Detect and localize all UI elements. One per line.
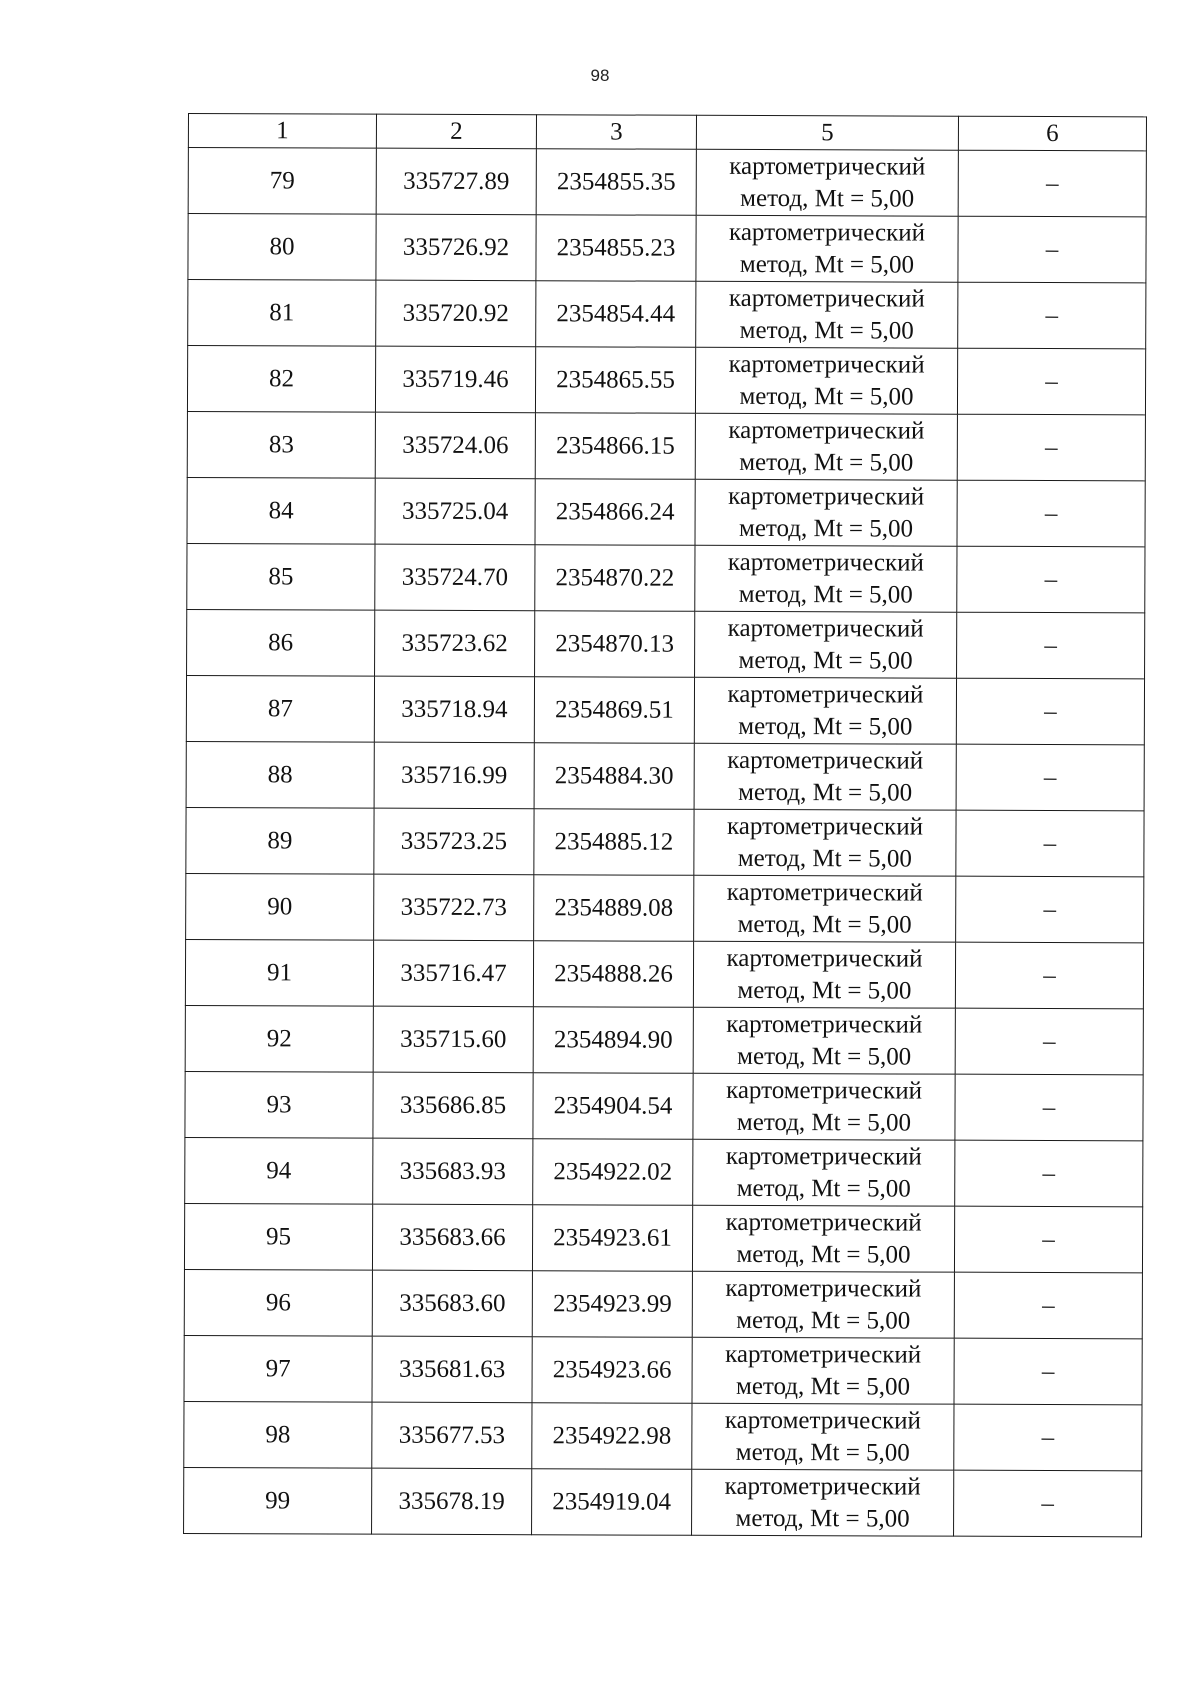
method-cell bbox=[693, 1073, 955, 1140]
table-row bbox=[184, 1401, 1142, 1470]
table-row bbox=[184, 1335, 1142, 1404]
col6-value: – bbox=[955, 1074, 1143, 1141]
coord-y: 2354866.24 bbox=[535, 479, 695, 546]
coord-y: 2354855.35 bbox=[536, 149, 696, 216]
method-line-2: метод, Mt = 5,00 bbox=[739, 250, 915, 279]
method-line-2: метод, Mt = 5,00 bbox=[736, 1306, 911, 1335]
table-row bbox=[186, 873, 1144, 942]
col6-value: – bbox=[956, 810, 1144, 877]
method-line-2: метод, Mt = 5,00 bbox=[737, 910, 912, 939]
table-row bbox=[187, 477, 1145, 546]
method-cell bbox=[695, 413, 957, 480]
method-line-2: метод, Mt = 5,00 bbox=[737, 976, 912, 1005]
coord-x: 335681.63 bbox=[372, 1336, 532, 1403]
table-row bbox=[187, 346, 1145, 415]
coord-x: 335723.62 bbox=[375, 610, 535, 677]
method-line-1: картометрический bbox=[727, 680, 924, 709]
method-cell bbox=[695, 545, 957, 612]
method-line-1: картометрический bbox=[726, 1010, 923, 1039]
point-number: 91 bbox=[185, 939, 373, 1006]
point-number: 82 bbox=[187, 346, 375, 413]
point-number: 94 bbox=[185, 1137, 373, 1204]
method-line-2: метод, Mt = 5,00 bbox=[738, 778, 913, 807]
method-cell bbox=[692, 1337, 954, 1404]
point-number: 90 bbox=[186, 873, 374, 940]
method-cell bbox=[693, 941, 955, 1008]
method-line-2: метод, Mt = 5,00 bbox=[736, 1108, 912, 1137]
col6-value: – bbox=[957, 414, 1145, 481]
table-row bbox=[187, 411, 1145, 480]
method-cell bbox=[692, 1205, 954, 1272]
table-row bbox=[188, 214, 1146, 283]
coord-x: 335677.53 bbox=[372, 1402, 532, 1469]
col6-value: – bbox=[957, 480, 1145, 547]
method-line-2: метод, Mt = 5,00 bbox=[740, 184, 915, 213]
coord-y: 2354889.08 bbox=[534, 875, 694, 942]
point-number: 88 bbox=[186, 741, 374, 808]
method-line-1: картометрический bbox=[725, 1274, 922, 1303]
point-number: 81 bbox=[188, 280, 376, 347]
coord-x: 335715.60 bbox=[373, 1006, 533, 1073]
method-cell bbox=[692, 1271, 954, 1338]
method-cell bbox=[695, 479, 957, 546]
coord-x: 335716.99 bbox=[374, 742, 534, 809]
coord-x: 335720.92 bbox=[376, 280, 536, 347]
method-line-1: картометрический bbox=[727, 746, 924, 775]
coord-x: 335716.47 bbox=[373, 940, 533, 1007]
method-line-1: картометрический bbox=[728, 482, 925, 511]
method-cell bbox=[695, 611, 957, 678]
col6-value: – bbox=[956, 876, 1144, 943]
col6-value: – bbox=[955, 1008, 1143, 1075]
col6-value: – bbox=[957, 546, 1145, 613]
table-header bbox=[188, 114, 1146, 151]
point-number: 93 bbox=[185, 1071, 373, 1138]
table-row bbox=[188, 280, 1146, 349]
point-number: 89 bbox=[186, 807, 374, 874]
coord-x: 335725.04 bbox=[375, 478, 535, 545]
coord-y: 2354923.66 bbox=[532, 1337, 692, 1404]
method-cell bbox=[694, 809, 956, 876]
col6-value: – bbox=[958, 150, 1146, 217]
method-cell bbox=[695, 347, 957, 414]
method-line-2: метод, Mt = 5,00 bbox=[738, 712, 913, 741]
method-cell bbox=[693, 1139, 955, 1206]
point-number: 98 bbox=[184, 1401, 372, 1468]
point-number: 97 bbox=[184, 1335, 372, 1402]
coord-y: 2354885.12 bbox=[534, 809, 694, 876]
method-line-1: картометрический bbox=[727, 614, 924, 643]
point-number: 83 bbox=[187, 411, 375, 478]
table-row bbox=[186, 741, 1144, 810]
method-cell bbox=[694, 677, 956, 744]
table-row bbox=[186, 675, 1144, 744]
col6-value: – bbox=[956, 678, 1144, 745]
table-row bbox=[186, 807, 1144, 876]
method-cell bbox=[696, 281, 958, 348]
method-cell bbox=[692, 1403, 954, 1470]
method-line-1: картометрический bbox=[724, 1406, 921, 1435]
coord-y: 2354855.23 bbox=[536, 215, 696, 282]
method-line-1: картометрический bbox=[727, 548, 924, 577]
coord-y: 2354894.90 bbox=[533, 1007, 693, 1074]
method-line-2: метод, Mt = 5,00 bbox=[739, 316, 914, 345]
method-cell bbox=[696, 215, 958, 282]
method-cell bbox=[693, 1007, 955, 1074]
method-line-2: метод, Mt = 5,00 bbox=[735, 1504, 910, 1533]
coord-x: 335722.73 bbox=[374, 874, 534, 941]
point-number: 80 bbox=[188, 214, 376, 281]
method-line-1: картометрический bbox=[729, 218, 926, 247]
col6-value: – bbox=[958, 282, 1146, 349]
coord-x: 335683.93 bbox=[373, 1138, 533, 1205]
point-number: 99 bbox=[184, 1467, 372, 1534]
coord-y: 2354923.61 bbox=[532, 1205, 692, 1272]
coord-x: 335724.06 bbox=[375, 412, 535, 479]
coord-y: 2354922.98 bbox=[532, 1403, 692, 1470]
table-row bbox=[184, 1467, 1142, 1536]
coord-y: 2354919.04 bbox=[532, 1469, 692, 1536]
method-line-2: метод, Mt = 5,00 bbox=[739, 448, 914, 477]
header-col-6: 6 bbox=[958, 116, 1146, 151]
header-col-1: 1 bbox=[188, 114, 376, 149]
coord-x: 335726.92 bbox=[376, 214, 536, 281]
table-row bbox=[187, 609, 1145, 678]
table-row bbox=[185, 1137, 1143, 1206]
coord-x: 335686.85 bbox=[373, 1072, 533, 1139]
method-line-1: картометрический bbox=[725, 1340, 922, 1369]
col6-value: – bbox=[955, 942, 1143, 1009]
method-line-2: метод, Mt = 5,00 bbox=[737, 844, 912, 873]
col6-value: – bbox=[954, 1470, 1142, 1537]
table-row bbox=[188, 148, 1146, 217]
method-line-2: метод, Mt = 5,00 bbox=[736, 1240, 911, 1269]
point-number: 96 bbox=[184, 1269, 372, 1336]
col6-value: – bbox=[955, 1140, 1143, 1207]
method-line-2: метод, Mt = 5,00 bbox=[735, 1438, 910, 1467]
table-row bbox=[184, 1203, 1142, 1272]
coord-y: 2354923.99 bbox=[532, 1271, 692, 1338]
coord-y: 2354870.13 bbox=[535, 611, 695, 678]
method-line-1: картометрический bbox=[728, 416, 925, 445]
method-line-2: метод, Mt = 5,00 bbox=[738, 646, 913, 675]
table-body bbox=[184, 148, 1147, 1537]
method-cell bbox=[694, 875, 956, 942]
coord-x: 335683.60 bbox=[372, 1270, 532, 1337]
table-row bbox=[184, 1269, 1142, 1338]
coord-y: 2354866.15 bbox=[535, 413, 695, 480]
header-row bbox=[188, 114, 1146, 151]
table-row bbox=[185, 1071, 1143, 1140]
method-cell bbox=[692, 1469, 954, 1536]
coord-x: 335723.25 bbox=[374, 808, 534, 875]
coordinates-table bbox=[183, 113, 1147, 1537]
point-number: 86 bbox=[187, 609, 375, 676]
table-row bbox=[185, 1005, 1143, 1074]
method-line-2: метод, Mt = 5,00 bbox=[738, 514, 914, 543]
coord-y: 2354870.22 bbox=[535, 545, 695, 612]
point-number: 84 bbox=[187, 477, 375, 544]
point-number: 87 bbox=[186, 675, 374, 742]
coord-y: 2354888.26 bbox=[533, 941, 693, 1008]
coord-x: 335678.19 bbox=[372, 1468, 532, 1535]
method-line-1: картометрический bbox=[726, 944, 923, 973]
method-line-1: картометрический bbox=[728, 284, 925, 313]
method-line-1: картометрический bbox=[726, 1076, 923, 1105]
method-line-2: метод, Mt = 5,00 bbox=[738, 580, 913, 609]
table-row bbox=[185, 939, 1143, 1008]
point-number: 92 bbox=[185, 1005, 373, 1072]
method-line-2: метод, Mt = 5,00 bbox=[737, 1042, 912, 1071]
col6-value: – bbox=[954, 1404, 1142, 1471]
col6-value: – bbox=[957, 612, 1145, 679]
method-cell bbox=[696, 149, 958, 216]
method-line-2: метод, Mt = 5,00 bbox=[735, 1372, 911, 1401]
coord-x: 335724.70 bbox=[375, 544, 535, 611]
col6-value: – bbox=[958, 216, 1146, 283]
col6-value: – bbox=[954, 1272, 1142, 1339]
col6-value: – bbox=[954, 1338, 1142, 1405]
method-line-1: картометрический bbox=[725, 1142, 922, 1171]
col6-value: – bbox=[954, 1206, 1142, 1273]
header-col-5: 5 bbox=[696, 115, 958, 150]
method-line-1: картометрический bbox=[725, 1208, 922, 1237]
coord-y: 2354904.54 bbox=[533, 1073, 693, 1140]
header-col-3: 3 bbox=[536, 115, 696, 150]
coord-y: 2354884.30 bbox=[534, 743, 694, 810]
coord-x: 335719.46 bbox=[375, 346, 535, 413]
coord-y: 2354854.44 bbox=[536, 281, 696, 348]
col6-value: – bbox=[957, 348, 1145, 415]
coord-y: 2354865.55 bbox=[535, 347, 695, 414]
method-line-2: метод, Mt = 5,00 bbox=[736, 1174, 911, 1203]
coord-x: 335727.89 bbox=[376, 148, 536, 215]
coord-x: 335718.94 bbox=[374, 676, 534, 743]
method-line-1: картометрический bbox=[724, 1472, 921, 1501]
coord-y: 2354922.02 bbox=[533, 1139, 693, 1206]
page-number: 98 bbox=[590, 66, 610, 85]
header-col-2: 2 bbox=[376, 114, 536, 149]
method-line-1: картометрический bbox=[728, 350, 925, 379]
coord-y: 2354869.51 bbox=[534, 677, 694, 744]
method-line-1: картометрический bbox=[726, 812, 924, 841]
method-cell bbox=[694, 743, 956, 810]
point-number: 79 bbox=[188, 148, 376, 215]
point-number: 95 bbox=[184, 1203, 372, 1270]
method-line-2: метод, Mt = 5,00 bbox=[739, 382, 914, 411]
coord-x: 335683.66 bbox=[372, 1204, 532, 1271]
point-number: 85 bbox=[187, 543, 375, 610]
col6-value: – bbox=[956, 744, 1144, 811]
method-line-1: картометрический bbox=[726, 878, 923, 907]
method-line-1: картометрический bbox=[729, 152, 926, 181]
table-row bbox=[187, 543, 1145, 612]
